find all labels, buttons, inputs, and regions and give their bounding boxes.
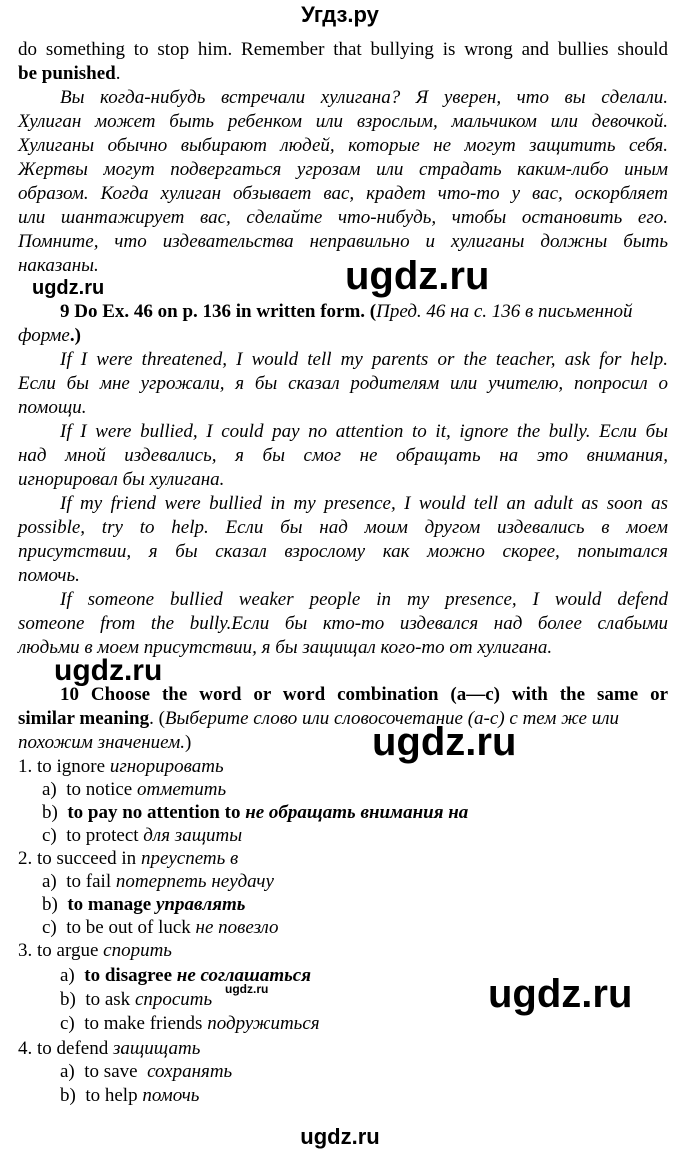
option-translation: потерпеть неудачу [115,871,274,892]
item-translation: преуспеть в [140,848,239,869]
option-translation: для защиты [143,825,243,846]
item-number: 3. [18,940,33,961]
watermark: ugdz.ru [488,972,633,1016]
option-letter: a) [60,1061,75,1082]
watermark: ugdz.ru [345,254,490,298]
ex9-answer-line: If my friend were bullied in my presence, I would tell an adult as soon as [60,493,668,514]
option-translation: подружиться [207,1013,320,1034]
ex9-answer-line: someone from the bully.Если бы кто-то издевался над более слабыми [18,613,668,634]
item-word: to succeed in [37,848,137,869]
ex10-option-correct [42,801,468,824]
option-translation: спросить [134,989,213,1010]
option-word: to be out of luck [66,917,191,938]
watermark: ugdz.ru [372,720,517,764]
option-word: to fail [66,871,112,892]
ex10-option [42,916,279,939]
intro-line-1: do something to stop him. Remember that bullying is wrong and bullies should [18,39,668,60]
option-translation: управлять [155,894,246,915]
option-translation: не соглашаться [176,965,312,986]
option-word: to help [85,1085,138,1106]
ex9-answer-line: людьми в моем присутствии, я бы защищал кого-то от хулигана. [18,637,553,658]
option-letter: b) [60,1085,76,1106]
ex10-option [42,778,226,801]
option-letter: c) [60,1013,75,1034]
intro-translation-line: Жертвы могут подвергаться угрозам или страдать каким-либо иным [18,159,668,180]
option-letter: b) [42,894,58,915]
ex10-title-line-3 [18,731,668,754]
intro-translation-line: Вы когда-нибудь встречали хулигана? Я уверен, что вы сделали. [60,87,668,108]
option-translation: помочь [142,1085,200,1106]
ex10-option [60,1084,199,1107]
intro-translation-line: или шантажирует вас, сделайте что-нибудь, чтобы остановить его. [18,207,668,228]
ex10-title-line-2 [18,707,668,730]
watermark: ugdz.ru [32,277,105,299]
ex10-option [42,870,274,893]
ex9-answer-line: If someone bullied weaker people in my presence, I would defend [60,589,668,610]
ex9-answer-line: над мной издевались, я бы смог не обращать на это внимания, [18,445,668,466]
option-letter: a) [42,779,57,800]
intro-translation-line: Хулиганы обычно выбирают людей, которые не могут защитить себя. [18,135,668,156]
ex9-answer-line: Если бы мне угрожали, я бы сказал родителям или учителю, попросил о [18,373,668,394]
intro-line-2 [18,62,668,85]
option-word: to pay no attention to [67,802,241,823]
ex10-option [42,824,242,847]
ex10-title-punct: . ( [149,708,165,729]
ex9-answer-line: игнорировал бы хулигана. [18,469,225,490]
intro-translation-line: наказаны. [18,255,99,276]
item-number: 1. [18,756,33,777]
ex9-title-bold: 9 Do Ex. 46 on p. 136 in written form. ( [60,301,377,322]
item-word: to argue [37,940,99,961]
ex10-option [60,988,212,1011]
ex10-item [18,939,172,962]
ex9-title-translation: Пред. 46 на с. 136 в письменной [376,301,633,322]
option-word: to manage [67,894,152,915]
ex9-answer-line: If I were threatened, I would tell my parents or the teacher, ask for help. [60,349,668,370]
option-letter: b) [42,802,58,823]
option-translation: отметить [136,779,227,800]
intro-translation-line: Хулиган может быть ребенком или взрослым, мальчиком или девочкой. [18,111,668,132]
ex10-item [18,755,224,778]
item-word: to ignore [37,756,106,777]
ex9-title-close: .) [69,325,81,346]
intro-translation-line: образом. Когда хулиган обзывает вас, крадет что-то у вас, оскорбляет [18,183,668,204]
ex9-answer-line: помочь. [18,565,80,586]
ex10-title-close: ) [185,732,192,753]
item-word: to defend [37,1038,109,1059]
option-translation: не обращать внимания на [245,802,469,823]
ex10-title-bold: similar meaning [18,708,150,729]
ex10-option [60,1012,320,1035]
ex9-answer-line: присутствии, я бы сказал взрослому как можно скорее, попытался [18,541,668,562]
ex9-title [60,300,668,323]
item-translation: игнорировать [109,756,224,777]
option-word: to disagree [84,965,173,986]
ex9-answer-line: possible, try to help. Если бы над моим другом издевались в моем [18,517,668,538]
ex10-option-correct [42,893,245,916]
ex9-answer-line: помощи. [18,397,87,418]
watermark: ugdz.ru [225,982,269,996]
option-word: to save [84,1061,138,1082]
option-translation: сохранять [147,1061,233,1082]
ex9-title-translation-end: форме [18,325,70,346]
ex10-option [60,1060,232,1083]
ex10-item [18,847,238,870]
ex10-option-correct [60,964,311,987]
ex10-title-translation: Выберите слово или словосочетание (а-с) с тем же или [164,708,620,729]
item-translation: защищать [112,1038,201,1059]
intro-period: . [115,63,121,84]
option-letter: b) [60,989,76,1010]
item-number: 2. [18,848,33,869]
watermark: ugdz.ru [54,654,163,687]
option-word: to notice [66,779,133,800]
item-translation: спорить [103,940,172,961]
option-word: to make friends [84,1013,203,1034]
ex9-answer-line: If I were bullied, I could pay no attention to it, ignore the bully. Если бы [60,421,668,442]
intro-translation-line: Помните, что издевательства неправильно и хулиганы должны быть [18,231,668,252]
option-letter: c) [42,917,57,938]
ex9-title-cont [18,324,668,347]
site-header: Угдз.ру [301,2,379,27]
option-letter: a) [42,871,57,892]
ex10-item [18,1037,200,1060]
option-word: to protect [66,825,139,846]
option-letter: a) [60,965,75,986]
option-word: to ask [85,989,131,1010]
ex10-title-translation-end: похожим значением. [18,732,186,753]
ex10-title-line-1: 10 Choose the word or word combination (a—c) with the same or [60,684,668,705]
site-footer: ugdz.ru [300,1124,380,1149]
option-translation: не повезло [195,917,279,938]
item-number: 4. [18,1038,33,1059]
intro-bold-phrase: be punished [18,63,116,84]
option-letter: c) [42,825,57,846]
